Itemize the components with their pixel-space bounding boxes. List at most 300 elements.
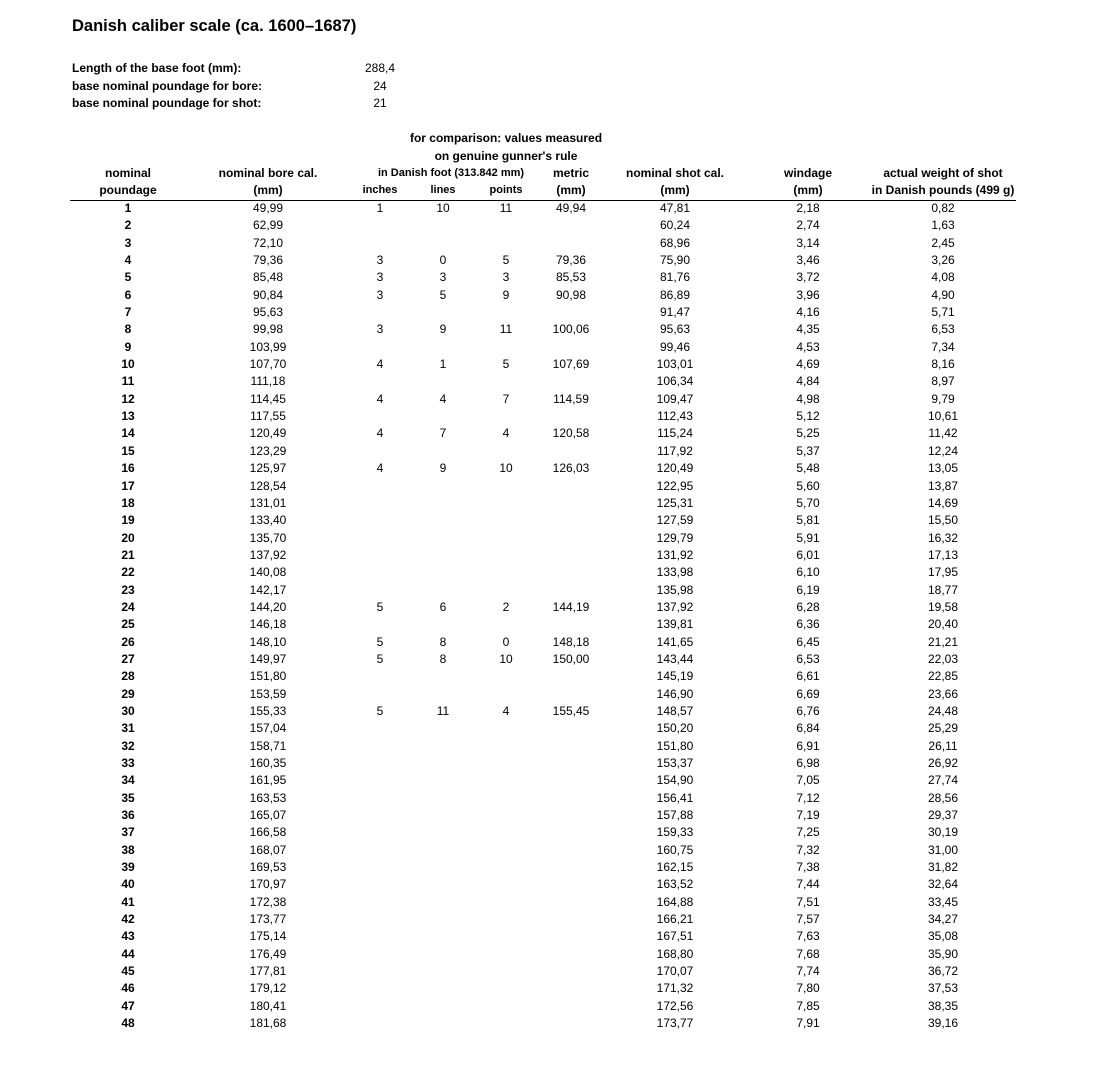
cell-points: 3 xyxy=(502,270,510,285)
table-row xyxy=(0,217,1097,234)
cell-shot-cal: 160,75 xyxy=(656,842,694,857)
cell-bore-cal: 117,55 xyxy=(250,409,286,424)
cell-points: 9 xyxy=(502,287,510,302)
cell-weight: 14,69 xyxy=(927,495,959,510)
cell-shot-cal: 168,80 xyxy=(656,946,694,961)
cell-lines: 5 xyxy=(439,287,447,302)
header-metric: metric xyxy=(552,166,590,180)
header-bore-cal: nominal bore cal. xyxy=(218,166,318,180)
cell-lines: 9 xyxy=(439,322,447,337)
cell-points: 11 xyxy=(499,201,513,215)
cell-bore-cal: 95,63 xyxy=(252,305,284,320)
cell-weight: 37,53 xyxy=(927,981,959,996)
cell-shot-cal: 68,96 xyxy=(659,235,691,250)
cell-shot-cal: 171,32 xyxy=(656,981,694,996)
cell-inches: 1 xyxy=(376,201,384,215)
cell-inches: 4 xyxy=(376,357,384,372)
table-row xyxy=(0,911,1097,928)
cell-poundage: 4 xyxy=(124,253,132,268)
cell-shot-cal: 164,88 xyxy=(656,894,694,909)
cell-shot-cal: 60,24 xyxy=(659,218,691,233)
cell-inches: 3 xyxy=(376,287,384,302)
table-row xyxy=(0,599,1097,616)
cell-shot-cal: 163,52 xyxy=(656,877,694,892)
table-row xyxy=(0,582,1097,599)
cell-windage: 4,53 xyxy=(796,339,820,354)
cell-weight: 26,92 xyxy=(927,756,959,770)
cell-windage: 7,38 xyxy=(796,860,820,875)
cell-lines: 11 xyxy=(436,703,450,718)
cell-shot-cal: 135,98 xyxy=(656,582,694,597)
cell-windage: 3,96 xyxy=(796,287,820,302)
cell-bore-cal: 155,33 xyxy=(249,703,287,718)
cell-weight: 29,37 xyxy=(927,808,959,823)
cell-windage: 7,25 xyxy=(796,825,820,840)
cell-weight: 39,16 xyxy=(927,1016,959,1031)
cell-shot-cal: 125,31 xyxy=(656,495,694,510)
table-row xyxy=(0,235,1097,252)
cell-shot-cal: 167,51 xyxy=(656,929,694,944)
cell-bore-cal: 62,99 xyxy=(252,218,284,233)
cell-shot-cal: 75,90 xyxy=(659,253,691,268)
cell-poundage: 26 xyxy=(121,634,135,649)
cell-shot-cal: 106,34 xyxy=(656,374,694,389)
cell-poundage: 16 xyxy=(121,461,135,476)
table-row xyxy=(0,807,1097,824)
cell-weight: 10,61 xyxy=(927,409,959,424)
table-row xyxy=(0,928,1097,945)
cell-weight: 8,16 xyxy=(931,357,955,372)
cell-points: 4 xyxy=(502,426,510,441)
cell-poundage: 29 xyxy=(121,686,135,701)
cell-windage: 7,91 xyxy=(796,1016,820,1031)
cell-poundage: 37 xyxy=(121,825,135,840)
cell-poundage: 28 xyxy=(121,669,135,684)
cell-poundage: 38 xyxy=(121,842,135,857)
cell-shot-cal: 86,89 xyxy=(659,287,691,302)
cell-bore-cal: 161,95 xyxy=(249,773,287,788)
cell-points: 7 xyxy=(502,391,510,406)
cell-bore-cal: 79,36 xyxy=(252,253,284,268)
cell-lines: 9 xyxy=(439,461,447,476)
table-row xyxy=(0,859,1097,876)
cell-metric: 120,58 xyxy=(552,426,590,441)
table-row xyxy=(0,478,1097,495)
cell-poundage: 9 xyxy=(124,339,132,354)
table-row xyxy=(0,200,1097,217)
header-lines: lines xyxy=(430,184,456,196)
cell-windage: 7,44 xyxy=(796,877,820,892)
table-row xyxy=(0,530,1097,547)
cell-metric: 155,45 xyxy=(552,703,590,718)
cell-points: 5 xyxy=(502,253,510,268)
cell-shot-cal: 109,47 xyxy=(656,391,694,406)
cell-weight: 9,79 xyxy=(931,391,955,406)
cell-inches: 3 xyxy=(376,322,384,337)
cell-lines: 4 xyxy=(439,391,447,406)
table-row xyxy=(0,946,1097,963)
cell-inches: 3 xyxy=(376,253,384,268)
cell-metric: 79,36 xyxy=(555,253,587,268)
header-comparison-line1: for comparison: values measured xyxy=(409,131,603,145)
table-row xyxy=(0,824,1097,841)
cell-windage: 3,72 xyxy=(796,270,820,285)
cell-poundage: 47 xyxy=(121,998,135,1013)
cell-metric: 49,94 xyxy=(555,201,587,215)
cell-poundage: 35 xyxy=(121,790,135,805)
cell-poundage: 2 xyxy=(124,218,132,233)
cell-metric: 148,18 xyxy=(552,634,590,649)
cell-weight: 1,63 xyxy=(931,218,955,233)
cell-windage: 6,01 xyxy=(796,547,820,562)
cell-shot-cal: 154,90 xyxy=(656,773,694,788)
param-label-shot-poundage: base nominal poundage for shot: xyxy=(72,96,262,110)
cell-windage: 6,10 xyxy=(796,565,820,580)
cell-windage: 5,70 xyxy=(796,495,820,510)
cell-poundage: 10 xyxy=(121,357,135,372)
cell-windage: 5,91 xyxy=(796,530,820,545)
cell-poundage: 31 xyxy=(121,721,135,736)
cell-shot-cal: 137,92 xyxy=(656,599,694,614)
cell-poundage: 24 xyxy=(121,599,135,614)
cell-poundage: 11 xyxy=(121,374,135,389)
cell-poundage: 25 xyxy=(121,617,135,632)
cell-shot-cal: 143,44 xyxy=(656,651,694,666)
cell-weight: 4,08 xyxy=(931,270,955,285)
cell-weight: 24,48 xyxy=(927,703,959,718)
table-row xyxy=(0,460,1097,477)
cell-poundage: 27 xyxy=(121,651,135,666)
cell-shot-cal: 127,59 xyxy=(656,513,694,528)
cell-windage: 6,61 xyxy=(796,669,820,684)
cell-bore-cal: 173,77 xyxy=(249,912,287,927)
cell-bore-cal: 133,40 xyxy=(249,513,287,528)
cell-weight: 15,50 xyxy=(927,513,959,528)
cell-metric: 100,06 xyxy=(552,322,590,337)
cell-windage: 6,19 xyxy=(796,582,820,597)
cell-shot-cal: 99,46 xyxy=(659,339,691,354)
cell-windage: 5,37 xyxy=(796,443,820,458)
cell-points: 4 xyxy=(502,703,510,718)
cell-poundage: 41 xyxy=(121,894,135,909)
header-shot-cal: nominal shot cal. xyxy=(625,166,724,180)
table-row xyxy=(0,391,1097,408)
cell-points: 5 xyxy=(502,357,510,372)
cell-weight: 22,03 xyxy=(927,651,959,666)
cell-shot-cal: 47,81 xyxy=(659,201,691,215)
table-row xyxy=(0,755,1097,772)
cell-weight: 21,21 xyxy=(927,634,959,649)
cell-bore-cal: 120,49 xyxy=(249,426,287,441)
cell-windage: 6,98 xyxy=(796,756,820,770)
cell-weight: 33,45 xyxy=(927,894,959,909)
cell-weight: 17,13 xyxy=(927,547,959,562)
table-row xyxy=(0,998,1097,1015)
table-row xyxy=(0,894,1097,911)
cell-windage: 5,12 xyxy=(796,409,820,424)
cell-poundage: 3 xyxy=(124,235,132,250)
cell-bore-cal: 166,58 xyxy=(249,825,287,840)
cell-windage: 6,76 xyxy=(796,703,820,718)
table-row xyxy=(0,686,1097,703)
cell-lines: 8 xyxy=(439,651,447,666)
cell-bore-cal: 90,84 xyxy=(252,287,284,302)
table-row xyxy=(0,547,1097,564)
cell-inches: 5 xyxy=(376,634,384,649)
cell-weight: 31,00 xyxy=(927,842,959,857)
cell-bore-cal: 176,49 xyxy=(249,946,287,961)
cell-weight: 13,05 xyxy=(927,461,959,476)
cell-shot-cal: 156,41 xyxy=(656,790,694,805)
cell-inches: 4 xyxy=(376,391,384,406)
cell-windage: 7,32 xyxy=(796,842,820,857)
table-row xyxy=(0,252,1097,269)
table-body xyxy=(0,200,1097,1033)
header-windage-unit: (mm) xyxy=(793,183,823,197)
cell-bore-cal: 114,45 xyxy=(250,391,286,406)
cell-windage: 2,74 xyxy=(796,218,820,233)
cell-windage: 6,91 xyxy=(796,738,820,753)
cell-metric: 90,98 xyxy=(555,287,587,302)
cell-shot-cal: 133,98 xyxy=(656,565,694,580)
cell-windage: 7,12 xyxy=(796,790,820,805)
cell-bore-cal: 172,38 xyxy=(249,894,287,909)
cell-bore-cal: 107,70 xyxy=(249,357,287,372)
header-points: points xyxy=(489,184,523,196)
cell-windage: 6,28 xyxy=(796,599,820,614)
cell-metric: 144,19 xyxy=(552,599,590,614)
header-shot-unit: (mm) xyxy=(660,183,690,197)
cell-windage: 5,25 xyxy=(796,426,820,441)
cell-weight: 22,85 xyxy=(927,669,959,684)
cell-inches: 5 xyxy=(376,703,384,718)
cell-windage: 5,81 xyxy=(796,513,820,528)
cell-poundage: 39 xyxy=(121,860,135,875)
cell-shot-cal: 153,37 xyxy=(656,756,694,770)
table-row xyxy=(0,634,1097,651)
cell-lines: 1 xyxy=(439,357,447,372)
cell-shot-cal: 129,79 xyxy=(656,530,694,545)
cell-bore-cal: 128,54 xyxy=(249,478,287,493)
cell-bore-cal: 177,81 xyxy=(249,964,287,979)
table-row xyxy=(0,790,1097,807)
cell-windage: 7,51 xyxy=(796,894,820,909)
cell-metric: 107,69 xyxy=(552,357,590,372)
table-row xyxy=(0,772,1097,789)
cell-shot-cal: 162,15 xyxy=(656,860,694,875)
cell-windage: 7,74 xyxy=(796,964,820,979)
cell-poundage: 12 xyxy=(121,391,135,406)
cell-bore-cal: 142,17 xyxy=(249,582,287,597)
table-row xyxy=(0,616,1097,633)
cell-poundage: 45 xyxy=(121,964,135,979)
cell-windage: 6,45 xyxy=(796,634,820,649)
cell-bore-cal: 158,71 xyxy=(249,738,287,753)
cell-poundage: 46 xyxy=(121,981,135,996)
cell-weight: 23,66 xyxy=(927,686,959,701)
cell-bore-cal: 160,35 xyxy=(249,756,287,770)
table-row xyxy=(0,321,1097,338)
header-weight-line1: actual weight of shot xyxy=(883,166,1003,180)
cell-poundage: 42 xyxy=(121,912,135,927)
cell-weight: 11,42 xyxy=(928,426,958,441)
cell-inches: 4 xyxy=(376,461,384,476)
cell-windage: 7,85 xyxy=(796,998,820,1013)
cell-weight: 38,35 xyxy=(927,998,959,1013)
cell-weight: 0,82 xyxy=(931,201,955,215)
cell-poundage: 32 xyxy=(121,738,135,753)
table-row xyxy=(0,287,1097,304)
cell-poundage: 36 xyxy=(121,808,135,823)
cell-poundage: 5 xyxy=(124,270,132,285)
cell-poundage: 43 xyxy=(121,929,135,944)
table-row xyxy=(0,304,1097,321)
cell-windage: 7,63 xyxy=(796,929,820,944)
cell-bore-cal: 146,18 xyxy=(249,617,287,632)
cell-inches: 3 xyxy=(376,270,384,285)
cell-shot-cal: 120,49 xyxy=(656,461,694,476)
table-row xyxy=(0,339,1097,356)
cell-bore-cal: 123,29 xyxy=(249,443,287,458)
table-row xyxy=(0,373,1097,390)
table-row xyxy=(0,443,1097,460)
cell-weight: 25,29 xyxy=(927,721,959,736)
cell-bore-cal: 49,99 xyxy=(252,201,284,215)
param-value-base-foot: 288,4 xyxy=(364,61,396,75)
cell-points: 0 xyxy=(502,634,510,649)
cell-metric: 114,59 xyxy=(553,391,589,406)
cell-bore-cal: 144,20 xyxy=(249,599,287,614)
cell-poundage: 1 xyxy=(124,201,132,215)
cell-bore-cal: 157,04 xyxy=(249,721,287,736)
table-row xyxy=(0,876,1097,893)
cell-metric: 85,53 xyxy=(555,270,587,285)
cell-weight: 3,26 xyxy=(931,253,955,268)
cell-bore-cal: 170,97 xyxy=(249,877,287,892)
cell-poundage: 34 xyxy=(121,773,135,788)
cell-shot-cal: 146,90 xyxy=(656,686,694,701)
cell-poundage: 30 xyxy=(121,703,135,718)
cell-bore-cal: 85,48 xyxy=(252,270,284,285)
cell-weight: 36,72 xyxy=(927,964,959,979)
cell-weight: 2,45 xyxy=(931,235,955,250)
header-weight-line2: in Danish pounds (499 g) xyxy=(871,183,1015,197)
table-row xyxy=(0,980,1097,997)
cell-windage: 7,19 xyxy=(796,808,820,823)
cell-weight: 35,90 xyxy=(927,946,959,961)
cell-windage: 3,14 xyxy=(796,235,820,250)
cell-lines: 7 xyxy=(439,426,447,441)
table-row xyxy=(0,425,1097,442)
cell-bore-cal: 179,12 xyxy=(249,981,287,996)
cell-shot-cal: 173,77 xyxy=(656,1016,694,1031)
cell-bore-cal: 163,53 xyxy=(249,790,287,805)
cell-shot-cal: 95,63 xyxy=(659,322,691,337)
cell-poundage: 40 xyxy=(121,877,135,892)
cell-metric: 126,03 xyxy=(552,461,590,476)
cell-weight: 8,97 xyxy=(931,374,955,389)
table-row xyxy=(0,564,1097,581)
cell-lines: 3 xyxy=(439,270,447,285)
cell-shot-cal: 166,21 xyxy=(656,912,694,927)
cell-windage: 6,53 xyxy=(796,651,820,666)
cell-weight: 17,95 xyxy=(927,565,959,580)
cell-poundage: 48 xyxy=(121,1016,135,1031)
cell-bore-cal: 131,01 xyxy=(249,495,287,510)
cell-windage: 7,57 xyxy=(796,912,820,927)
cell-poundage: 21 xyxy=(121,547,135,562)
page-title: Danish caliber scale (ca. 1600–1687) xyxy=(72,17,357,35)
param-value-bore-poundage: 24 xyxy=(373,79,387,93)
cell-poundage: 8 xyxy=(124,322,132,337)
cell-weight: 27,74 xyxy=(927,773,959,788)
header-danish-foot: in Danish foot (313.842 mm) xyxy=(377,167,525,179)
cell-metric: 150,00 xyxy=(552,651,590,666)
cell-bore-cal: 140,08 xyxy=(249,565,287,580)
cell-weight: 35,08 xyxy=(927,929,959,944)
table-row xyxy=(0,668,1097,685)
cell-weight: 34,27 xyxy=(927,912,959,927)
cell-windage: 5,48 xyxy=(796,461,820,476)
cell-windage: 2,18 xyxy=(796,201,820,215)
cell-weight: 13,87 xyxy=(927,478,959,493)
table-row xyxy=(0,408,1097,425)
cell-poundage: 15 xyxy=(121,443,135,458)
cell-points: 10 xyxy=(499,651,513,666)
cell-inches: 4 xyxy=(376,426,384,441)
cell-windage: 7,80 xyxy=(796,981,820,996)
cell-bore-cal: 99,98 xyxy=(252,322,284,337)
cell-bore-cal: 125,97 xyxy=(249,461,287,476)
param-value-shot-poundage: 21 xyxy=(373,96,387,110)
table-row xyxy=(0,738,1097,755)
header-metric-unit: (mm) xyxy=(556,183,586,197)
cell-weight: 26,11 xyxy=(928,738,958,753)
cell-poundage: 6 xyxy=(124,287,132,302)
header-inches: inches xyxy=(362,184,398,196)
cell-windage: 6,69 xyxy=(796,686,820,701)
cell-weight: 19,58 xyxy=(927,599,959,614)
cell-shot-cal: 117,92 xyxy=(657,443,693,458)
cell-bore-cal: 103,99 xyxy=(249,339,287,354)
cell-windage: 4,35 xyxy=(796,322,820,337)
table-row xyxy=(0,720,1097,737)
cell-points: 11 xyxy=(499,322,513,337)
cell-poundage: 7 xyxy=(124,305,132,320)
cell-bore-cal: 153,59 xyxy=(249,686,287,701)
cell-bore-cal: 180,41 xyxy=(249,998,287,1013)
cell-windage: 4,69 xyxy=(796,357,820,372)
cell-shot-cal: 103,01 xyxy=(656,357,694,372)
cell-windage: 4,98 xyxy=(796,391,820,406)
cell-poundage: 33 xyxy=(121,756,135,770)
cell-weight: 4,90 xyxy=(931,287,955,302)
cell-weight: 28,56 xyxy=(927,790,959,805)
header-comparison-line2: on genuine gunner's rule xyxy=(434,149,578,163)
cell-shot-cal: 145,19 xyxy=(656,669,694,684)
header-nominal: nominal xyxy=(104,166,151,180)
cell-bore-cal: 151,80 xyxy=(249,669,287,684)
cell-bore-cal: 111,18 xyxy=(250,374,286,389)
cell-shot-cal: 115,24 xyxy=(657,426,693,441)
param-label-bore-poundage: base nominal poundage for bore: xyxy=(72,79,263,93)
table-row xyxy=(0,269,1097,286)
cell-shot-cal: 112,43 xyxy=(657,409,693,424)
cell-bore-cal: 181,68 xyxy=(249,1016,287,1031)
cell-points: 10 xyxy=(499,461,513,476)
cell-shot-cal: 91,47 xyxy=(659,305,691,320)
table-row xyxy=(0,703,1097,720)
